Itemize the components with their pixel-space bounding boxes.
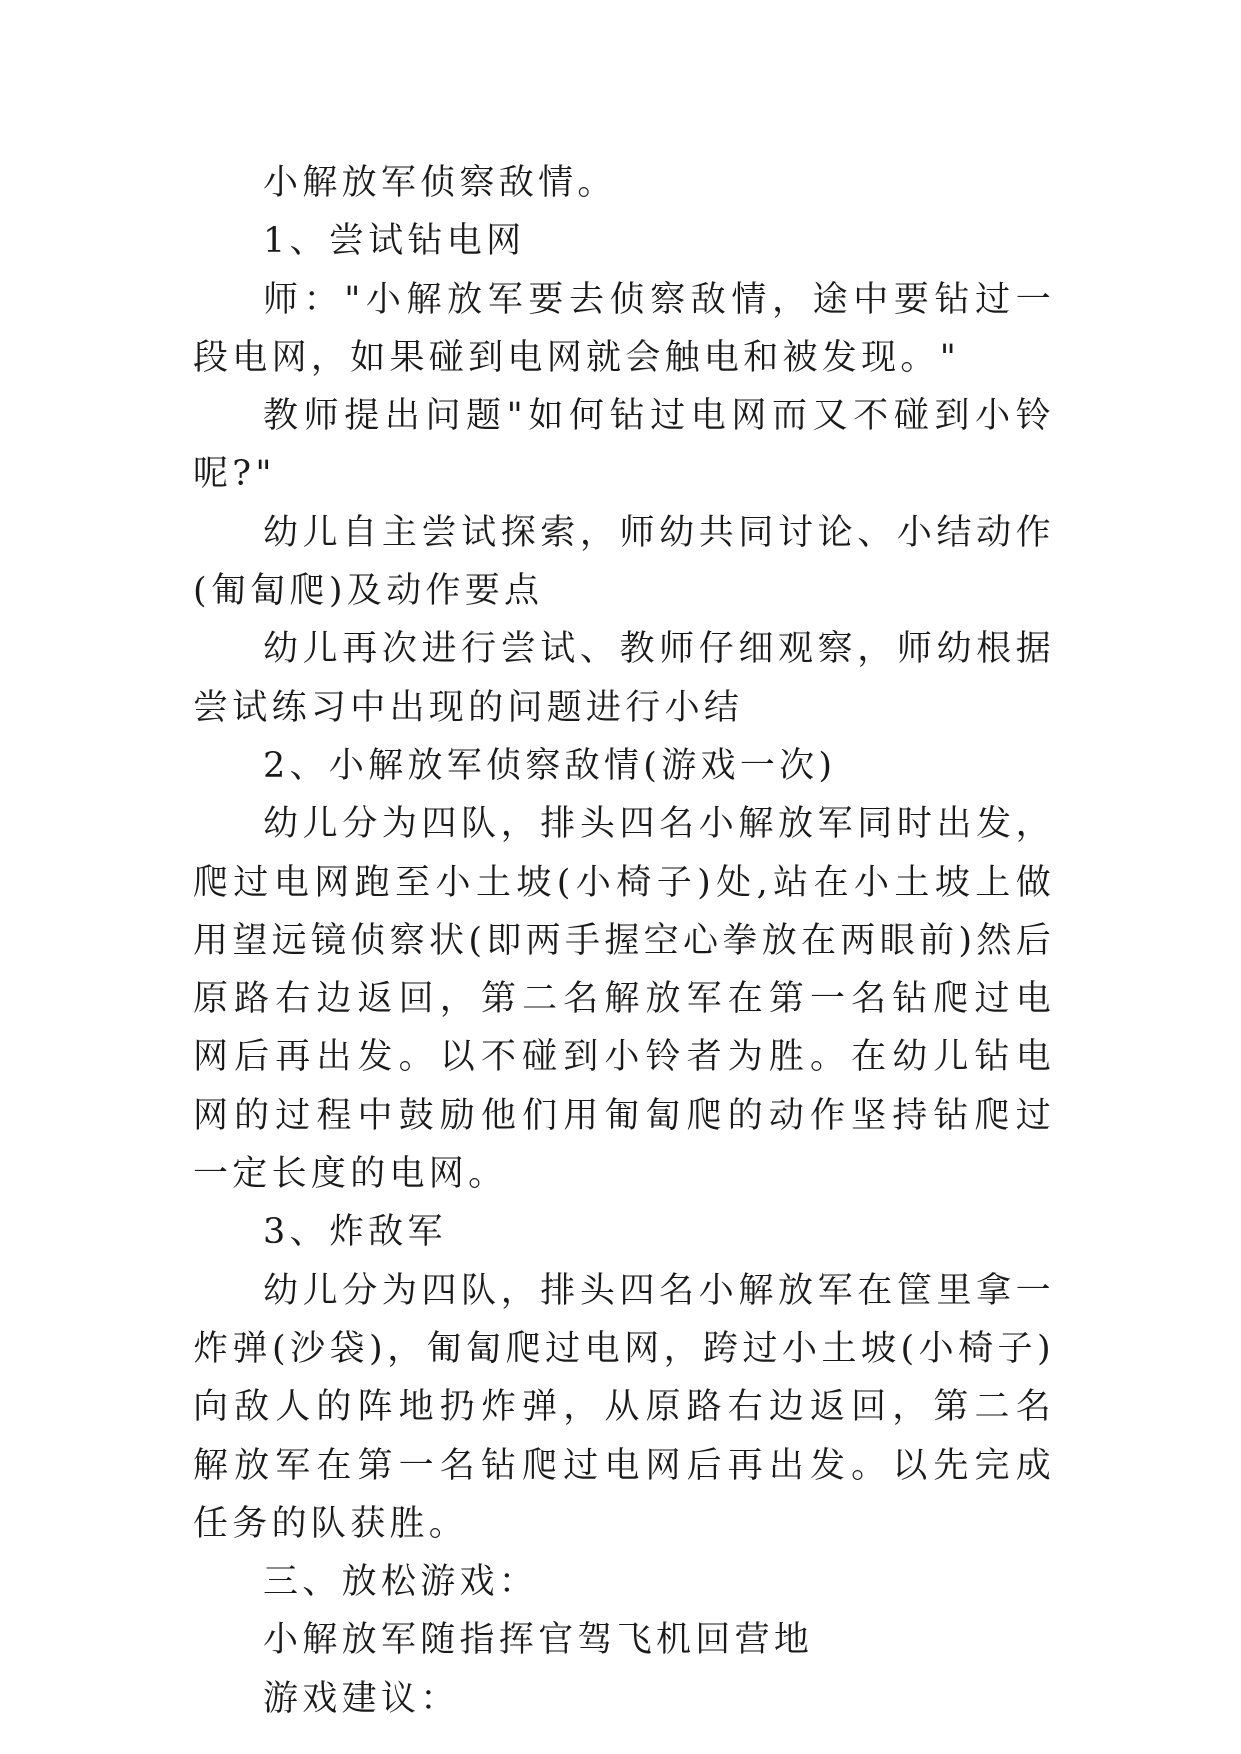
paragraph: 幼儿再次进行尝试、教师仔细观察，师幼根据尝试练习中出现的问题进行小结 [193, 629, 1055, 728]
paragraph: 幼儿自主尝试探索，师幼共同讨论、小结动作(匍匐爬)及动作要点 [193, 512, 1055, 612]
section-heading: 3、炸敌军 [263, 1212, 447, 1253]
section-heading: 1、尝试钻电网 [263, 221, 526, 262]
paragraph: 游戏建议： [263, 1678, 460, 1719]
section-heading: 三、放松游戏： [263, 1562, 539, 1603]
paragraph: 幼儿分为四队，排头四名小解放军在筐里拿一炸弹(沙袋)，匍匐爬过电网，跨过小土坡(小椅子)向敌人的阵地扔炸弹，从原路右边返回，第二名解放军在第一名钻爬过电网后再出发。以先完成任务的队获胜。 [193, 1270, 1055, 1544]
paragraph: 小解放军随指挥官驾飞机回营地 [263, 1620, 814, 1661]
document-body [193, 154, 1055, 1728]
paragraph: 教师提出问题"如何钻过电网而又不碰到小铃呢?" [193, 396, 1055, 495]
paragraph: 师："小解放军要去侦察敌情，途中要钻过一段电网，如果碰到电网就会触电和被发现。" [193, 279, 1055, 378]
paragraph: 幼儿分为四队，排头四名小解放军同时出发，爬过电网跑至小土坡(小椅子)处,站在小土坡上做用望远镜侦察状(即两手握空心拳放在两眼前)然后原路右边返回，第二名解放军在第一名钻爬过电网后再出发。以不碰到小铃者为胜。在幼儿钻电网的过程中鼓励他们用匍匐爬的动作坚持钻爬过一定长度的电网。 [193, 804, 1055, 1195]
section-heading: 2、小解放军侦察敌情(游戏一次) [263, 745, 837, 786]
paragraph: 小解放军侦察敌情。 [263, 163, 617, 203]
